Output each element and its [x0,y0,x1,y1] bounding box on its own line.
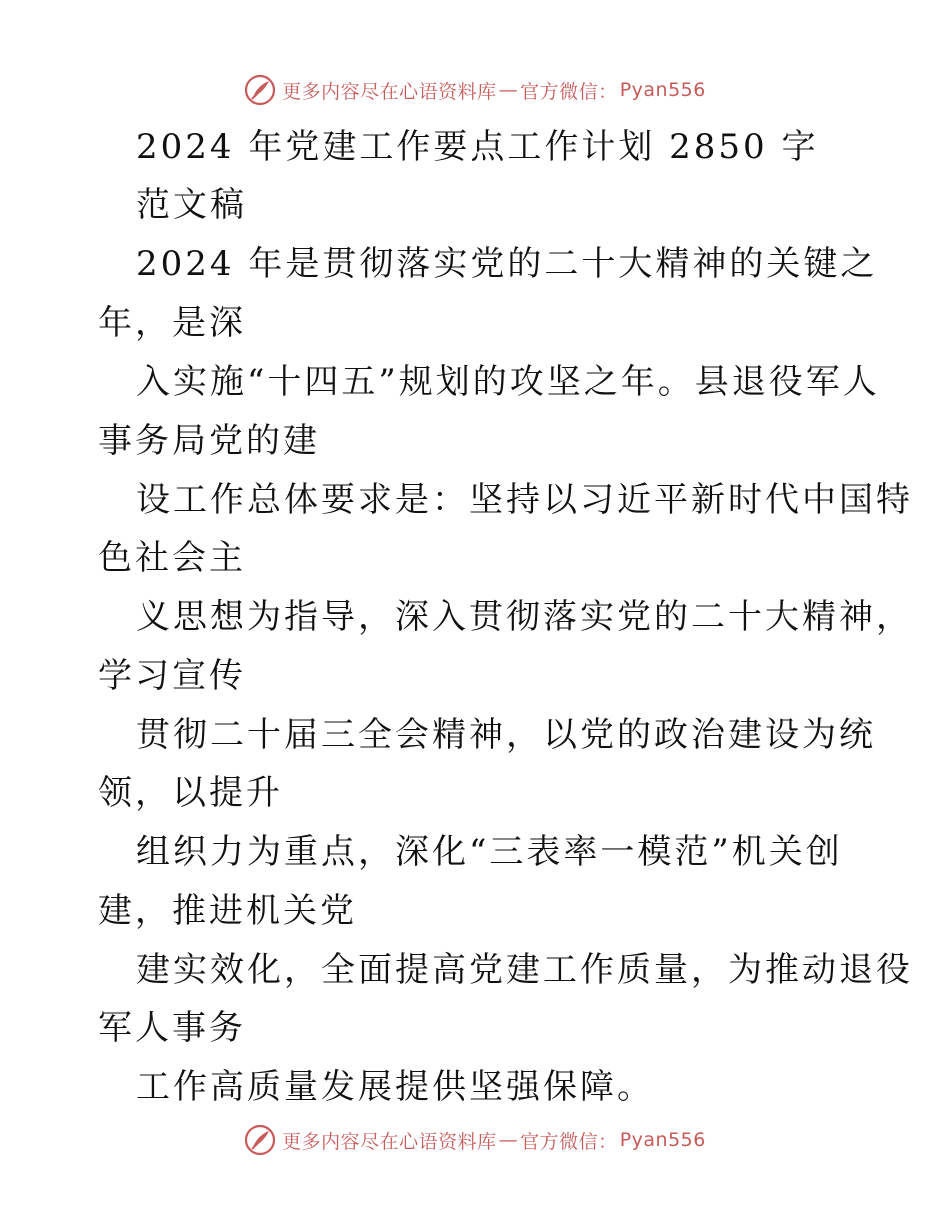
watermark-separator: — [498,79,519,101]
doc-line: 事务局党的建 [98,421,320,461]
quill-logo-icon [244,1124,276,1156]
header-watermark [0,70,950,110]
doc-title-line: 2024 年党建工作要点工作计划 2850 字 [136,127,819,167]
doc-line: 领，以提升 [98,773,283,813]
doc-line: 设工作总体要求是：坚持以习近平新时代中国特 [136,480,913,520]
doc-line: 组织力为重点，深化“三表率一模范”机关创 [136,832,843,872]
doc-line: 建，推进机关党 [98,891,357,931]
doc-line: 贯彻二十届三全会精神，以党的政治建设为统 [136,715,876,755]
watermark-label: 官方微信： [520,1130,618,1153]
doc-line: 义思想为指导，深入贯彻落实党的二十大精神， [136,597,913,637]
doc-line: 范文稿 [136,185,247,225]
watermark-brand: 更多内容尽在心语资料库 [282,1130,497,1153]
doc-line: 建实效化，全面提高党建工作质量，为推动退役 [136,950,913,990]
watermark-label: 官方微信： [520,80,618,103]
doc-line: 2024 年是贯彻落实党的二十大精神的关键之 [136,244,878,284]
doc-line: 年，是深 [98,303,246,343]
doc-line: 工作高质量发展提供坚强保障。 [136,1067,654,1107]
doc-line: 色社会主 [98,538,246,578]
doc-line: 入实施“十四五”规划的攻坚之年。县退役军人 [136,362,880,402]
watermark-wechat-id: Pyan556 [619,1129,706,1151]
quill-logo-icon [244,74,276,106]
watermark-brand: 更多内容尽在心语资料库 [282,80,497,103]
doc-line: 学习宣传 [98,656,246,696]
doc-line: 军人事务 [98,1008,246,1048]
watermark-separator: — [498,1129,519,1151]
watermark-wechat-id: Pyan556 [619,79,706,101]
footer-watermark [0,1120,950,1160]
